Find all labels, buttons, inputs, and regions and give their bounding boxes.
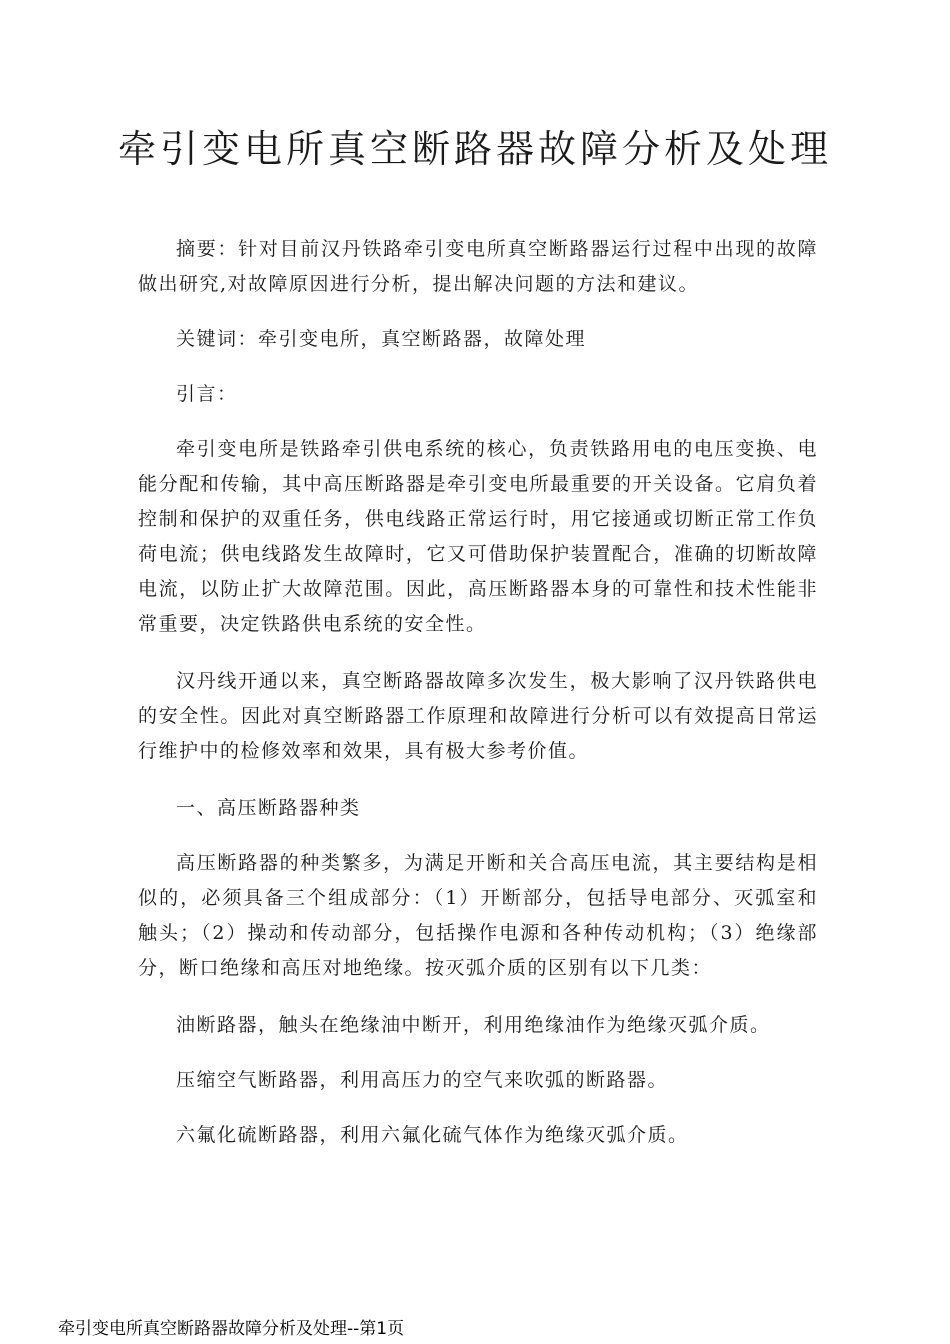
- page-footer: 牵引变电所真空断路器故障分析及处理--第1页: [58, 1319, 405, 1339]
- body-paragraph: 汉丹线开通以来，真空断路器故障多次发生，极大影响了汉丹铁路供电的安全性。因此对真空断路器工作原理和故障进行分析可以有效提高日常运行维护中的检修效率和效果，具有极大参考价值。: [138, 670, 818, 762]
- keywords-paragraph: 关键词：牵引变电所，真空断路器，故障处理: [176, 328, 587, 350]
- document-title: 牵引变电所真空断路器故障分析及处理: [117, 127, 832, 171]
- list-item: 六氟化硫断路器，利用六氟化硫气体作为绝缘灭弧介质。: [176, 1124, 689, 1146]
- introduction-heading: 引言：: [176, 383, 238, 405]
- body-paragraph: 牵引变电所是铁路牵引供电系统的核心，负责铁路用电的电压变换、电能分配和传输，其中高压断路器是牵引变电所最重要的开关设备。它肩负着控制和保护的双重任务，供电线路正常运行时，用它接通或切断正常工作负荷电流；供电线路发生故障时，它又可借助保护装置配合，准确的切断故障电流，以防止扩大故障范围。因此，高压断路器本身的可靠性和技术性能非常重要，决定铁路供电系统的安全性。: [138, 438, 818, 635]
- document-body: [138, 232, 818, 1153]
- body-paragraph: 高压断路器的种类繁多，为满足开断和关合高压电流，其主要结构是相似的，必须具备三个组成部分：（1）开断部分，包括导电部分、灭弧室和触头；（2）操动和传动部分，包括操作电源和各种传动机构；（3）绝缘部分，断口绝缘和高压对地绝缘。按灭弧介质的区别有以下几类：: [138, 852, 818, 979]
- list-item: 油断路器，触头在绝缘油中断开，利用绝缘油作为绝缘灭弧介质。: [176, 1014, 771, 1036]
- list-item: 压缩空气断路器，利用高压力的空气来吹弧的断路器。: [176, 1069, 669, 1091]
- abstract-paragraph: 摘要：针对目前汉丹铁路牵引变电所真空断路器运行过程中出现的故障做出研究,对故障原因进行分析，提出解决问题的方法和建议。: [138, 238, 818, 295]
- section-heading: 一、高压断路器种类: [176, 797, 361, 819]
